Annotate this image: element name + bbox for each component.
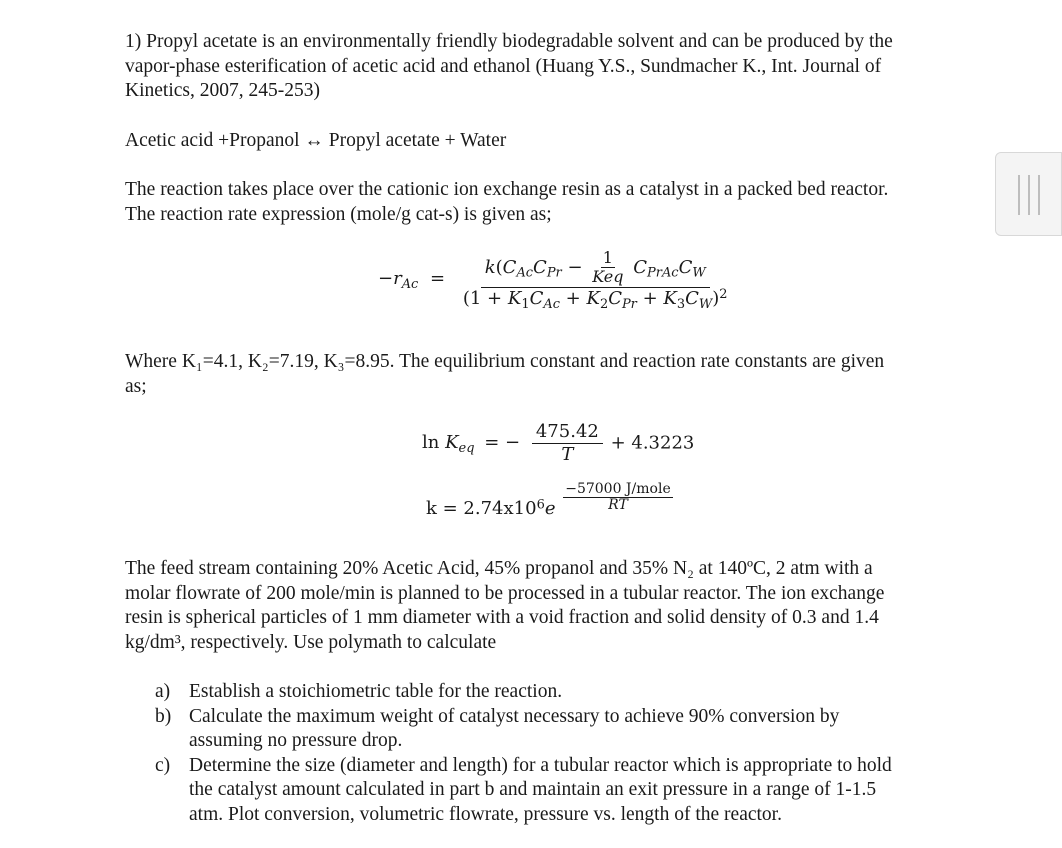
- k-exponent: 6: [536, 497, 545, 513]
- rate-numerator: $k(C_{Ac}C_{Pr}$ − $\frac{1}{\text{Keq}}$ $C_{PrAc}C_W$: [481, 250, 710, 288]
- k-exp-numerator: −57000 J/mole: [565, 481, 671, 497]
- scrollbar-handle[interactable]: [995, 152, 1062, 236]
- constants-line: Where K₁=4.1, K₂=7.19, K₃=8.95. The equilibrium constant and reaction rate constants are given: [125, 351, 885, 372]
- question-label: b): [155, 705, 172, 727]
- grip-line-icon: [1028, 175, 1030, 215]
- rate-expression: $-r_{Ac}$ = $k(C_{Ac}C_{Pr}$ − $\frac{1}{\text{Keq}}$ $C_{PrAc}C_W$ $(1 + K_1C_{Ac} + K_2C_{Pr} + K_3C_W)^2$: [378, 250, 734, 308]
- keq-numerator: 475.42: [532, 422, 603, 444]
- intro-line: vapor-phase esterification of acetic acid and ethanol (Huang Y.S., Sundmacher K., Int. Journal of: [125, 55, 882, 77]
- k-prefix: k = 2.74x10: [426, 498, 537, 520]
- k-exp-denominator: RT: [608, 496, 628, 513]
- keq-constant: + 4.3223: [610, 432, 695, 454]
- question-text: Calculate the maximum weight of catalyst necessary to achieve 90% conversion by: [189, 705, 840, 727]
- question-text: Establish a stoichiometric table for the reaction.: [189, 681, 563, 702]
- question-label: a): [155, 681, 171, 702]
- feed-line: The feed stream containing 20% Acetic Acid, 45% propanol and 35% N₂ at 140ºC, 2 atm with a: [125, 558, 873, 579]
- question-item: [155, 754, 892, 828]
- catalyst-paragraph: [125, 178, 888, 227]
- keq-denominator: T: [561, 443, 574, 465]
- question-text: the catalyst amount calculated in part b and maintain an exit pressure in a range of 1-1.5: [189, 779, 877, 800]
- question-list: [155, 680, 892, 827]
- grip-line-icon: [1038, 175, 1040, 215]
- grip-line-icon: [1018, 175, 1020, 215]
- rate-lhs: $-r_{Ac}$: [378, 268, 419, 293]
- feed-line: molar flowrate of 200 mole/min is planned to be processed in a tubular reactor. The ion exchange: [125, 582, 885, 604]
- feed-line: kg/dm³, respectively. Use polymath to calculate: [125, 631, 497, 653]
- rate-denominator: $(1 + K_1C_{Ac} + K_2C_{Pr} + K_3C_W)^2$: [462, 286, 728, 312]
- question-item: [155, 705, 892, 754]
- constants-line: as;: [125, 375, 147, 397]
- feed-paragraph: [125, 557, 884, 655]
- intro-paragraph: [125, 30, 893, 104]
- question-item: [155, 680, 892, 705]
- rate-fraction: [459, 248, 732, 312]
- catalyst-line: The reaction takes place over the cationic ion exchange resin as a catalyst in a packed bed reactor.: [125, 179, 889, 200]
- question-label: c): [155, 754, 171, 776]
- intro-line: 1) Propyl acetate is an environmentally friendly biodegradable solvent and can be produced by the: [125, 31, 893, 52]
- constants-paragraph: [125, 350, 884, 399]
- question-text: atm. Plot conversion, volumetric flowrate, pressure vs. length of the reactor.: [189, 803, 782, 825]
- catalyst-line: The reaction rate expression (mole/g cat-s) is given as;: [125, 203, 552, 225]
- intro-line: Kinetics, 2007, 245-253): [125, 80, 320, 101]
- feed-line: resin is spherical particles of 1 mm diameter with a void fraction and solid density of 0.3 and 1.4: [125, 607, 879, 628]
- k-exp-fraction: [563, 482, 673, 512]
- keq-fraction: [532, 422, 603, 465]
- k-equation: $k = 2.74x10^6e$ $\frac{\text{−57000 J/mole}}{RT}$: [426, 481, 671, 520]
- reaction-equation: Acetic acid +Propanol ↔ Propyl acetate + Water: [125, 130, 507, 151]
- question-text: assuming no pressure drop.: [189, 730, 403, 751]
- question-text: Determine the size (diameter and length) for a tubular reactor which is appropriate to hold: [189, 754, 892, 776]
- keq-equation: $\ln K_{eq}$ = − $\frac{475.42}{T}$ + 4.3223: [422, 421, 695, 465]
